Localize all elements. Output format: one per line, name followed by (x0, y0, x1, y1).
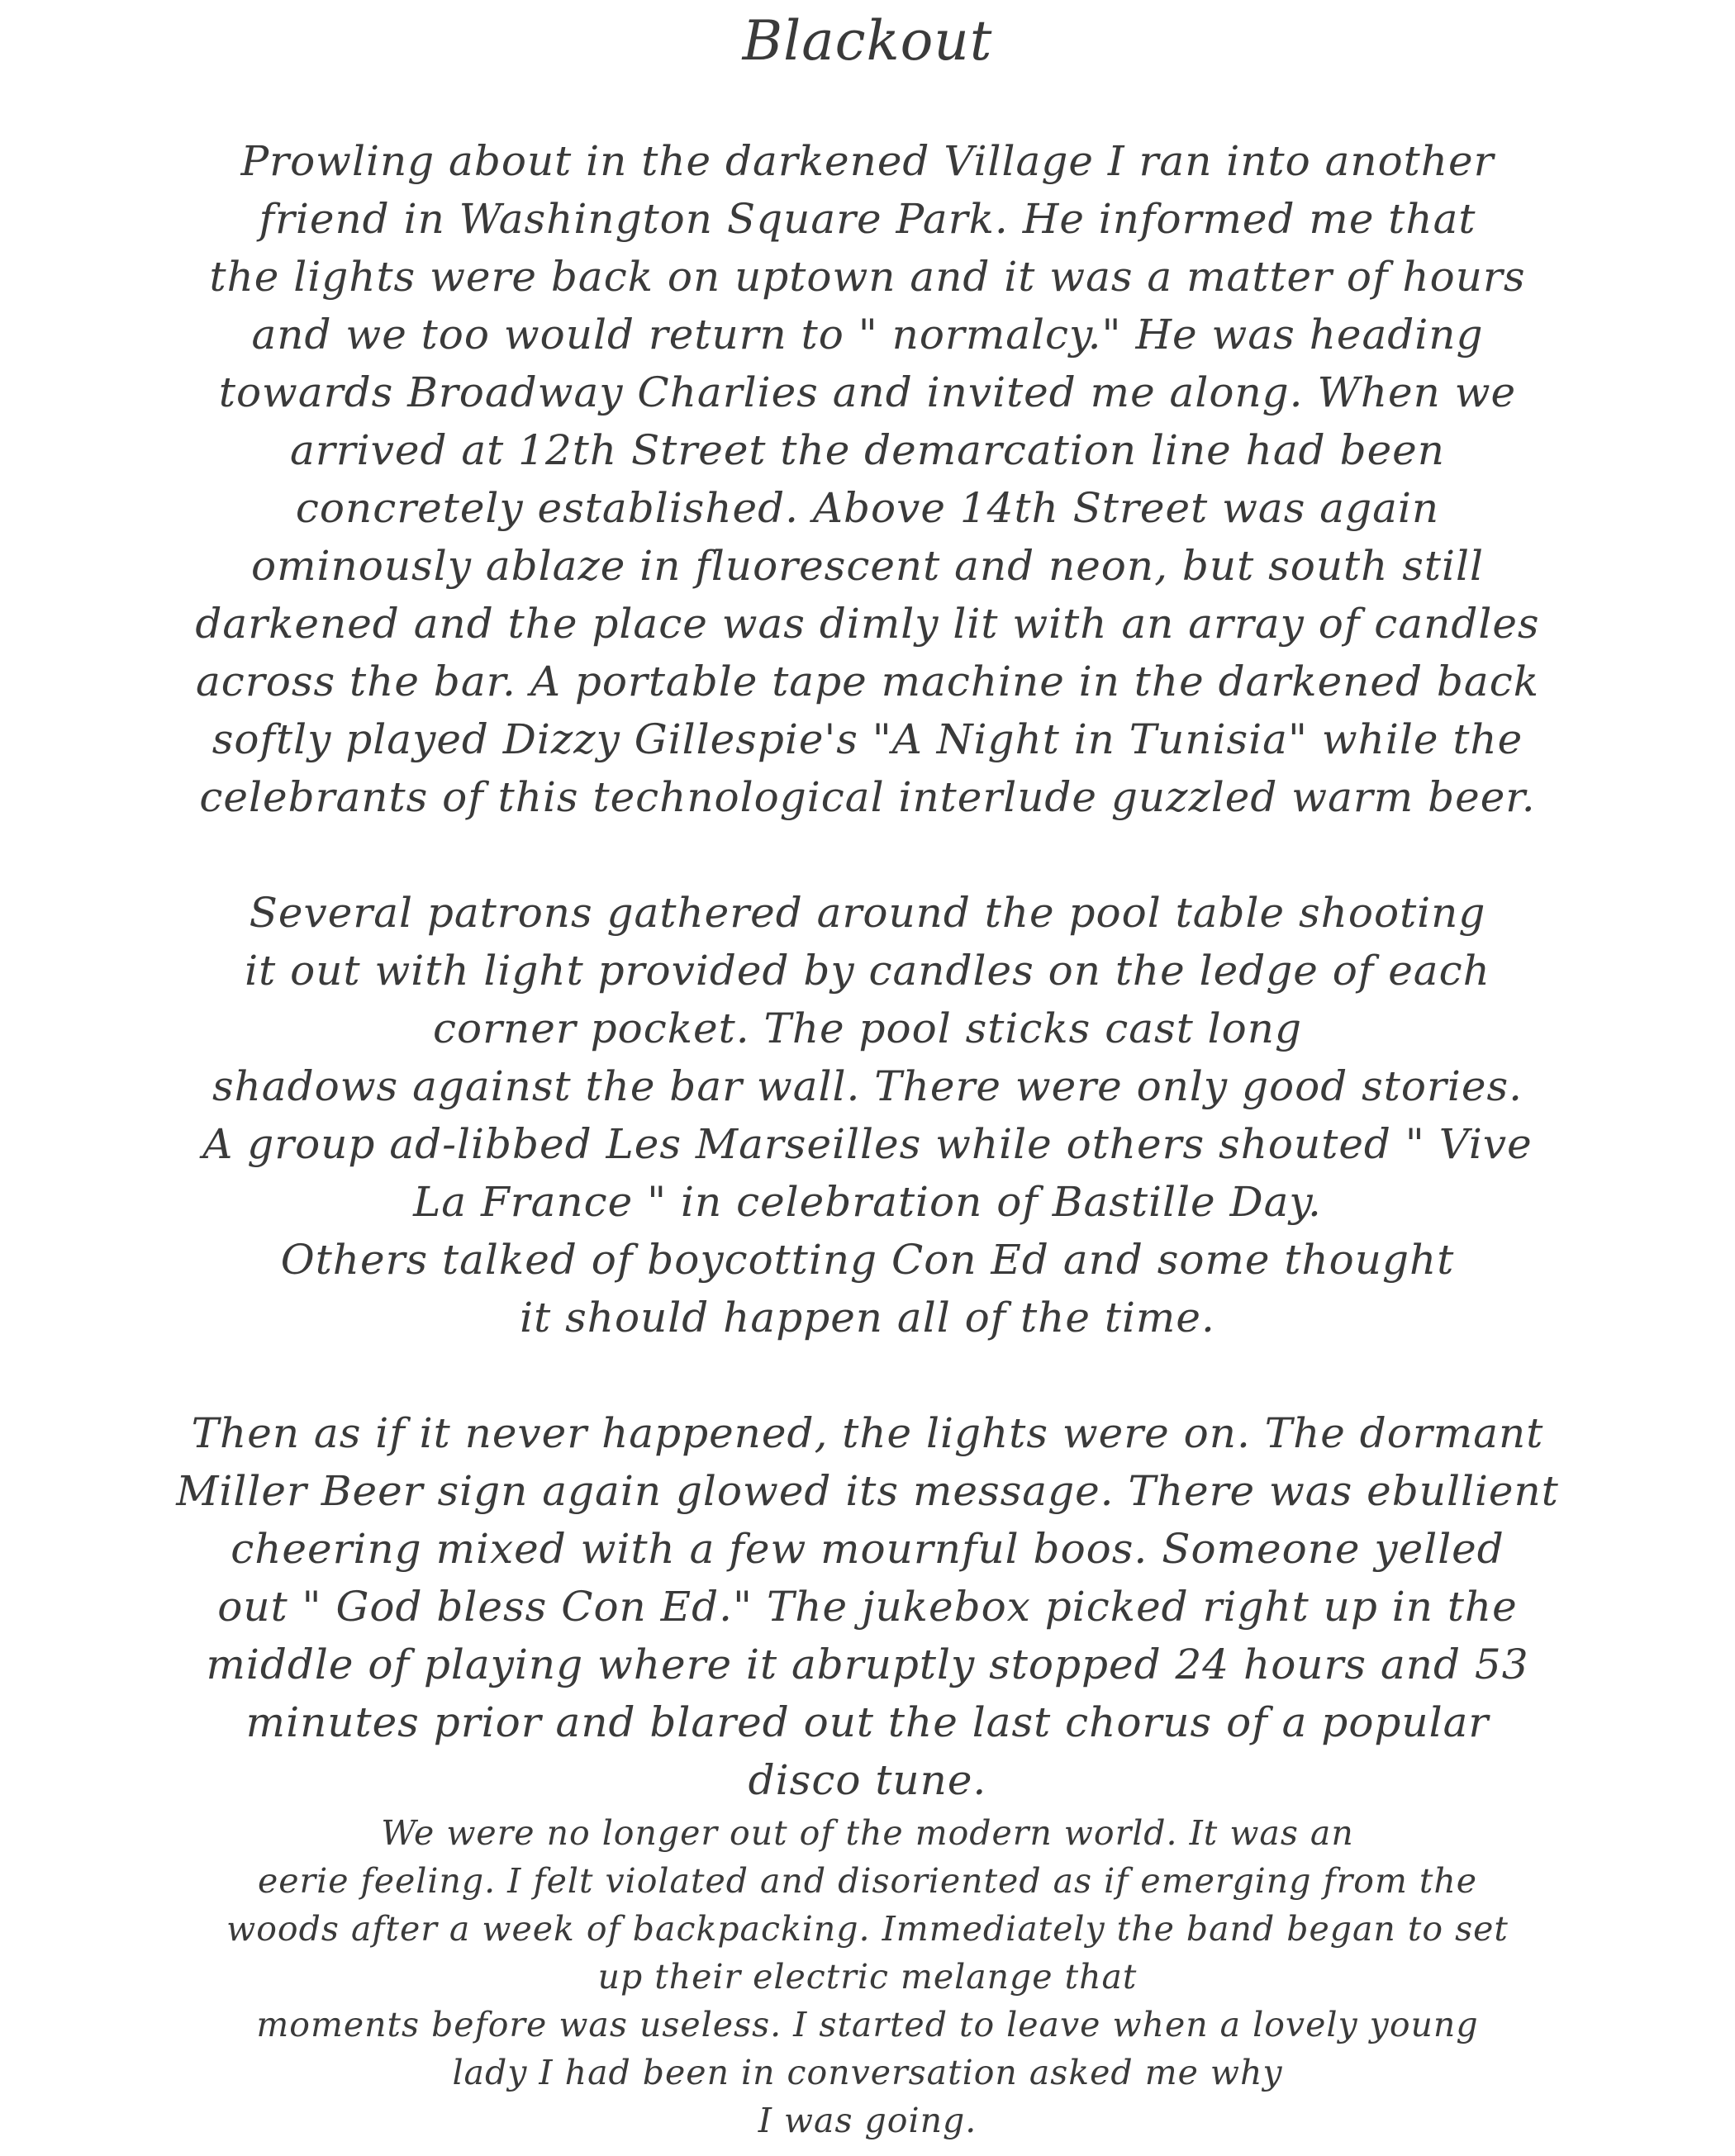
text-line: it out with light provided by candles on the ledge of each (245, 947, 1490, 995)
text-line: Others talked of boycotting Con Ed and some thought (280, 1236, 1455, 1284)
text-line: ominously ablaze in fluorescent and neon, but south still (251, 542, 1484, 590)
text-line: friend in Washington Square Park. He informed me that (259, 195, 1476, 243)
document-title: Blackout (742, 9, 993, 73)
text-line: darkened and the place was dimly lit with an array of candles (195, 600, 1540, 648)
text-line: minutes prior and blared out the last chorus of a popular (245, 1698, 1490, 1746)
text-line: moments before was useless. I started to leave when a lovely young (256, 2005, 1479, 2044)
text-line: softly played Dizzy Gillespie's "A Night in Tunisia" while the (212, 715, 1523, 763)
text-line: out " God bless Con Ed." The jukebox picked right up in the (217, 1583, 1518, 1631)
paragraph-1 (116, 132, 1619, 826)
text-line: woods after a week of backpacking. Immediately the band began to set (226, 1909, 1509, 1949)
paragraph-3 (116, 1404, 1619, 1809)
text-line: it should happen all of the time. (520, 1294, 1215, 1342)
text-line: the lights were back on uptown and it was a matter of hours (209, 253, 1526, 301)
text-line: I was going. (758, 2101, 977, 2140)
text-line: We were no longer out of the modern world. It was an (381, 1813, 1354, 1853)
paragraph-2 (116, 884, 1619, 1346)
paragraph-4 (116, 1809, 1619, 2144)
text-line: celebrants of this technological interlude guzzled warm beer. (199, 773, 1536, 821)
text-line: disco tune. (748, 1756, 987, 1804)
text-line: middle of playing where it abruptly stopped 24 hours and 53 (206, 1641, 1529, 1688)
text-line: corner pocket. The pool sticks cast long (433, 1004, 1302, 1052)
text-line: across the bar. A portable tape machine in the darkened back (196, 658, 1539, 705)
text-line: up their electric melange that (597, 1957, 1138, 1997)
text-line: Miller Beer sign again glowed its message. There was ebullient (176, 1467, 1559, 1515)
text-line: Prowling about in the darkened Village I ran into another (240, 137, 1495, 185)
text-line: A group ad-libbed Les Marseilles while others shouted " Vive (202, 1120, 1533, 1168)
text-line: eerie feeling. I felt violated and disoriented as if emerging from the (257, 1861, 1477, 1901)
text-line: Several patrons gathered around the pool table shooting (249, 889, 1486, 937)
text-line: towards Broadway Charlies and invited me along. When we (218, 368, 1517, 416)
text-line: concretely established. Above 14th Street was again (295, 484, 1440, 532)
text-line: and we too would return to " normalcy." He was heading (251, 311, 1484, 359)
text-line: arrived at 12th Street the demarcation line had been (290, 426, 1445, 474)
text-line: lady I had been in conversation asked me why (452, 2053, 1283, 2092)
text-line: cheering mixed with a few mournful boos. Someone yelled (231, 1525, 1504, 1573)
text-line: shadows against the bar wall. There were only good stories. (212, 1062, 1523, 1110)
text-line: Then as if it never happened, the lights were on. The dormant (191, 1409, 1544, 1457)
text-line: La France " in celebration of Bastille Day. (413, 1178, 1322, 1226)
